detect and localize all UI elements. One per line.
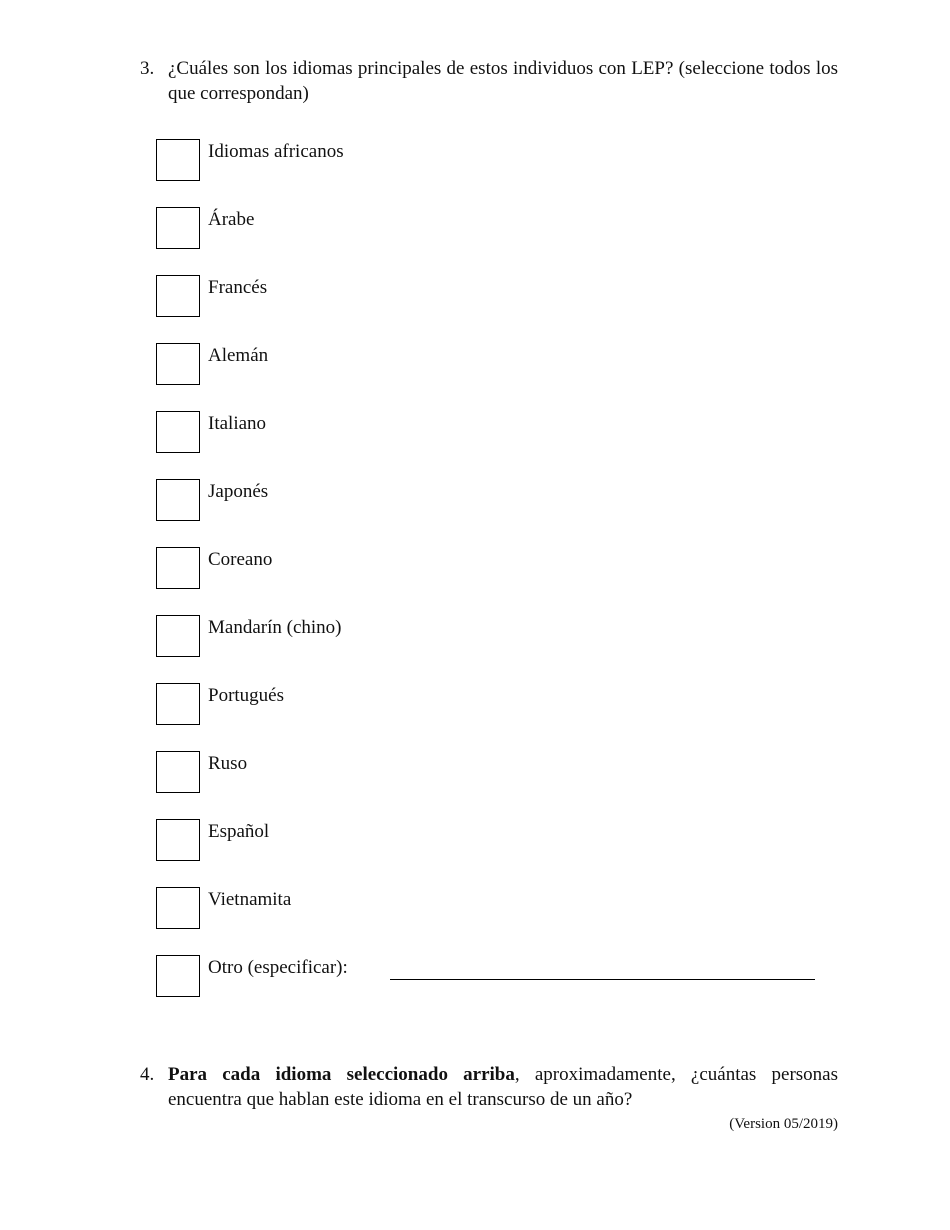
question-4 bbox=[140, 1062, 838, 1112]
checkbox[interactable] bbox=[156, 887, 200, 929]
question-number: 3. bbox=[140, 58, 155, 79]
question-rest-text: , aproximadamente, ¿cuántas personas encuentra que hablan este idioma en el transcurso de un año? bbox=[168, 1064, 838, 1110]
checkbox[interactable] bbox=[156, 275, 200, 317]
option-label: Español bbox=[208, 821, 270, 842]
specify-other-field[interactable] bbox=[390, 955, 815, 980]
question-text: ¿Cuáles son los idiomas principales de estos individuos con LEP? (seleccione todos los que correspondan) bbox=[168, 58, 838, 104]
option-label: Ruso bbox=[208, 753, 248, 774]
question-number: 4. bbox=[140, 1064, 155, 1085]
option-label: Japonés bbox=[208, 481, 269, 502]
checkbox[interactable] bbox=[156, 343, 200, 385]
option-label: Árabe bbox=[208, 209, 255, 230]
checkbox[interactable] bbox=[156, 207, 200, 249]
checkbox[interactable] bbox=[156, 751, 200, 793]
checkbox[interactable] bbox=[156, 955, 200, 997]
question-3 bbox=[140, 56, 838, 106]
question-bold-text: Para cada idioma seleccionado arriba bbox=[168, 1064, 515, 1085]
option-label: Italiano bbox=[208, 413, 267, 434]
checkbox[interactable] bbox=[156, 819, 200, 861]
option-label: Mandarín (chino) bbox=[208, 617, 342, 638]
option-label: Alemán bbox=[208, 345, 269, 366]
checkbox[interactable] bbox=[156, 615, 200, 657]
option-label: Portugués bbox=[208, 685, 284, 706]
version-label: (Version 05/2019) bbox=[729, 1116, 838, 1132]
checkbox[interactable] bbox=[156, 547, 200, 589]
option-label: Idiomas africanos bbox=[208, 141, 344, 162]
checkbox[interactable] bbox=[156, 683, 200, 725]
checkbox[interactable] bbox=[156, 411, 200, 453]
question-text bbox=[168, 1062, 838, 1112]
checkbox[interactable] bbox=[156, 139, 200, 181]
option-label: Vietnamita bbox=[208, 889, 292, 910]
option-label: Coreano bbox=[208, 549, 273, 570]
checkbox[interactable] bbox=[156, 479, 200, 521]
option-label: Otro (especificar): bbox=[208, 957, 348, 978]
option-label: Francés bbox=[208, 277, 268, 298]
